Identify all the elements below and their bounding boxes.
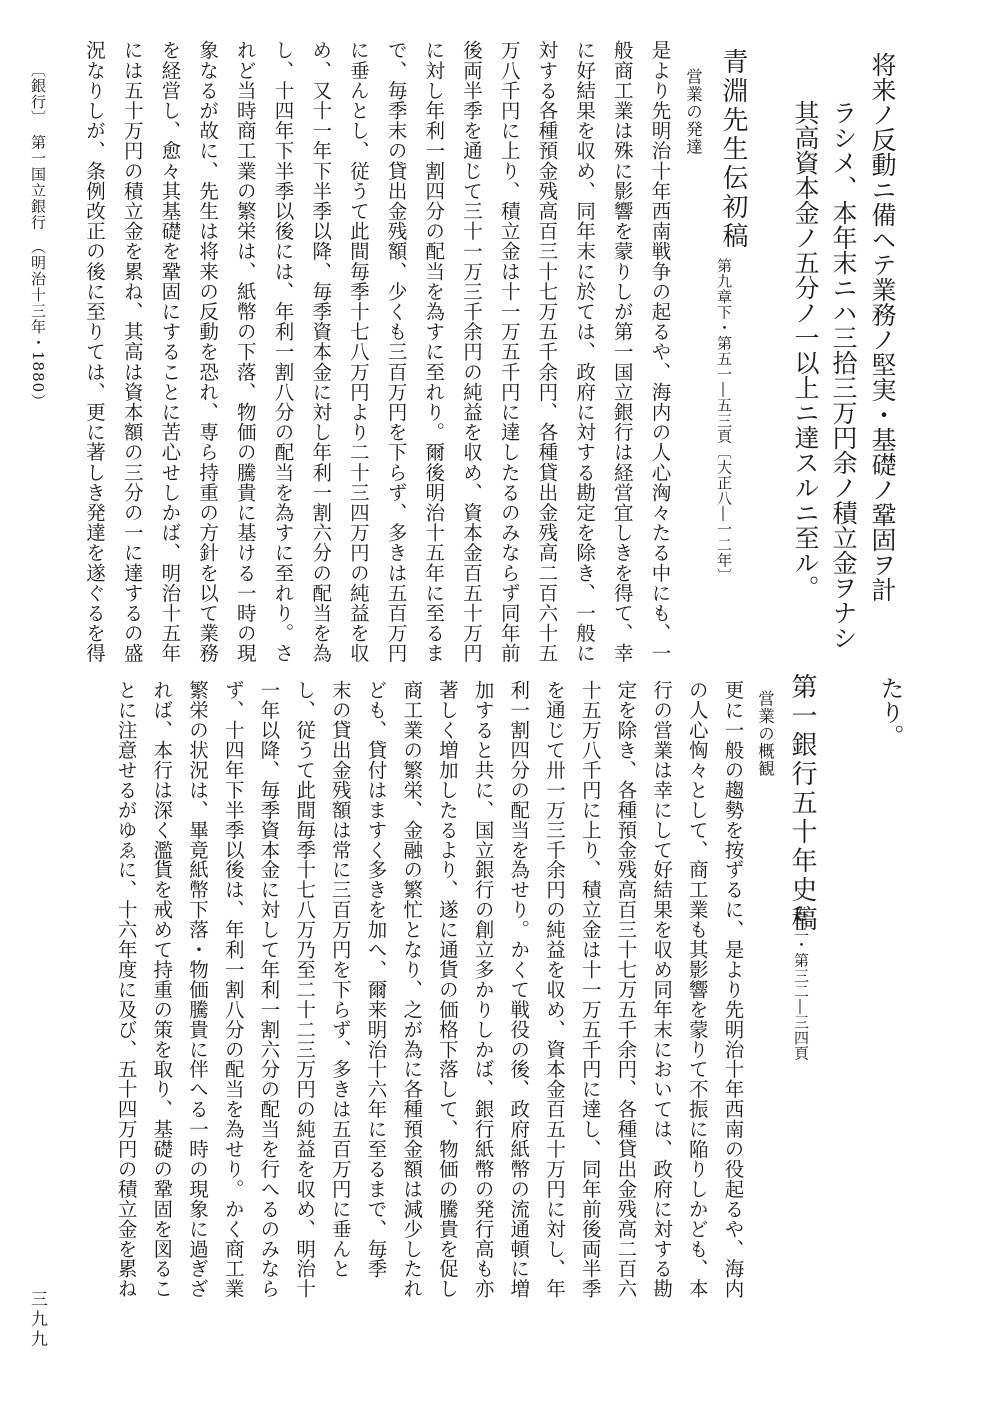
running-head: 〔銀行〕 第一国立銀行 （明治十三年・1880） — [29, 62, 47, 410]
section1-ref: 第九章下・第五一―五三頁〔大正八―一二年〕 — [715, 258, 733, 584]
s2-line-8: 加すると共に、国立銀行の創立多かりしかば、銀行紙幣の発行高も亦 — [471, 680, 495, 1299]
s1-line-11: し、十四年下半季以後には、年利一割八分の配当を為すに至れり。さ — [271, 40, 295, 664]
section1-title: 青淵先生伝初稿 — [718, 48, 748, 251]
s1-line-9: に垂んとし、従うて此間毎季十七八万円より二十三四万円の純益を収 — [346, 40, 370, 664]
s1-line-8: で、毎季末の貸出金残額、少くも三百万円を下らず、多きは五百万円 — [384, 40, 408, 664]
s2-line-1: 更に一般の趨勢を按ずるに、是より先明治十年西南の役起るや、海内 — [721, 680, 745, 1299]
s2-line-14: 一年以降、毎季資本金に対して年利一割六分の配当を行へるのみなら — [257, 680, 281, 1299]
s2-line-17: れば、本行は深く濫貨を戒めて持重の策を取り、基礎の鞏固を図るこ — [150, 680, 174, 1299]
s1-line-7: に対し年利一割四分の配当を為すに至れり。爾後明治十五年に至るま — [422, 40, 446, 664]
s2-line-4: 定を除き、各種預金残高百三十七万五千余円、各種貸出金残高二百六 — [614, 680, 638, 1299]
s2-line-2: の人心恟々として、商工業も其影響を蒙りて不振に陥りしかども、本 — [685, 680, 709, 1299]
page-number: 三九九 — [27, 1290, 47, 1350]
s1-line-3: に好結果を収め、同年末に於ては、政府に対する勘定を除き、一般に — [573, 40, 597, 664]
s2-line-12: 末の貸出金残額は常に三百万円を下らず、多きは五百万円に垂んと — [328, 680, 352, 1279]
s2-line-13: し、従うて此間毎季十七八万乃至二十二三万円の純益を収め、明治十 — [293, 680, 317, 1299]
s1-line-5: 万八千円に上り、積立金は十一万五千円に達したるのみならず同年前 — [497, 40, 521, 664]
quote-line-1: 将来ノ反動ニ備ヘテ業務ノ堅実・基礎ノ鞏固ヲ計 — [868, 52, 897, 602]
s1-line-10: め、又十一年下半季以降、毎季資本金に対し年利一割六分の配当を為 — [309, 40, 333, 664]
s1-line-13: 象なるが故に、先生は将来の反動を恐れ、専ら持重の方針を以て業務 — [196, 40, 220, 664]
s2-line-7: 利一割四分の配当を為せり。かくて戦役の後、政府紙幣の流通頓に増 — [507, 680, 531, 1299]
s2-line-10: 商工業の繁栄、金融の繁忙となり、之が為に各種預金額は減少したれ — [400, 680, 424, 1299]
s1-line-14: を経営し、愈々其基礎を鞏固にすることに苦心せしかば、明治十五年 — [158, 40, 182, 664]
s2-line-11: ども、貸付はますく多きを加へ、爾来明治十六年に至るまで、毎季 — [364, 680, 388, 1279]
s2-line-6: を通じて卅一万三千余円の純益を収め、資本金百五十万円に対し、年 — [543, 680, 566, 1299]
s2-line-16: 繁栄の状況は、畢竟紙幣下落・物価騰貴に伴へる一時の現象に過ぎざ — [186, 680, 209, 1299]
s1-line-12: れど当時商工業の繁栄は、紙幣の下落、物価の騰貴に基ける一時の現 — [233, 40, 257, 664]
quote-line-2: ラシメ、本年末ニハ三拾三万円余ノ積立金ヲナシ — [829, 100, 858, 650]
section2-title: 第一銀行五十年史稿 — [787, 673, 817, 934]
s2-line-9: 著しく増加したるより、遂に通貨の価格下落して、物価の騰貴を促し — [435, 680, 459, 1299]
s1-line-6: 後両半季を通じて三十一万三千余円の純益を収め、資本金百五十万円 — [460, 40, 483, 664]
section2-ref: 巻三・第三二―三四頁 — [792, 906, 810, 1061]
quote-line-3: 其高資本金ノ五分ノ一以上ニ達スルニ至ル。 — [791, 100, 820, 600]
s2-line-15: ず、十四年下半季以後は、年利一割八分の配当を為せり。かく商工業 — [221, 680, 245, 1299]
s2-line-3: 行の営業は幸にして好結果を収め同年末においては、政府に対する勘 — [650, 680, 674, 1299]
s1-line-15: には五十万円の積立金を累ね、其高は資本額の三分の一に達するの盛 — [120, 40, 144, 664]
s2-line-5: 十五万八千円に上り、積立金は十一万五千円に達し、同年前後両半季 — [578, 680, 602, 1299]
s1-line-16: 況なりしが、条例改正の後に至りては、更に著しき発達を遂ぐるを得 — [83, 40, 106, 664]
quote-tail: たり。 — [876, 676, 904, 748]
section1-heading: 営業の発達 — [683, 68, 703, 156]
s1-line-2: 般商工業は殊に影響を蒙りしが第一国立銀行は経営宜しきを得て、幸 — [610, 40, 634, 664]
s2-line-18: とに注意せるがゆゑに、十六年度に及び、五十四万円の積立金を累ね — [114, 680, 138, 1299]
s1-line-1: 是より先明治十年西南戦争の起るや、海内の人心洶々たる中にも、一 — [648, 40, 672, 664]
s1-line-4: 対する各種預金残高百三十七万五千余円、各種貸出金残高二百六十五 — [535, 40, 559, 664]
section2-heading: 営業の概観 — [755, 690, 775, 778]
